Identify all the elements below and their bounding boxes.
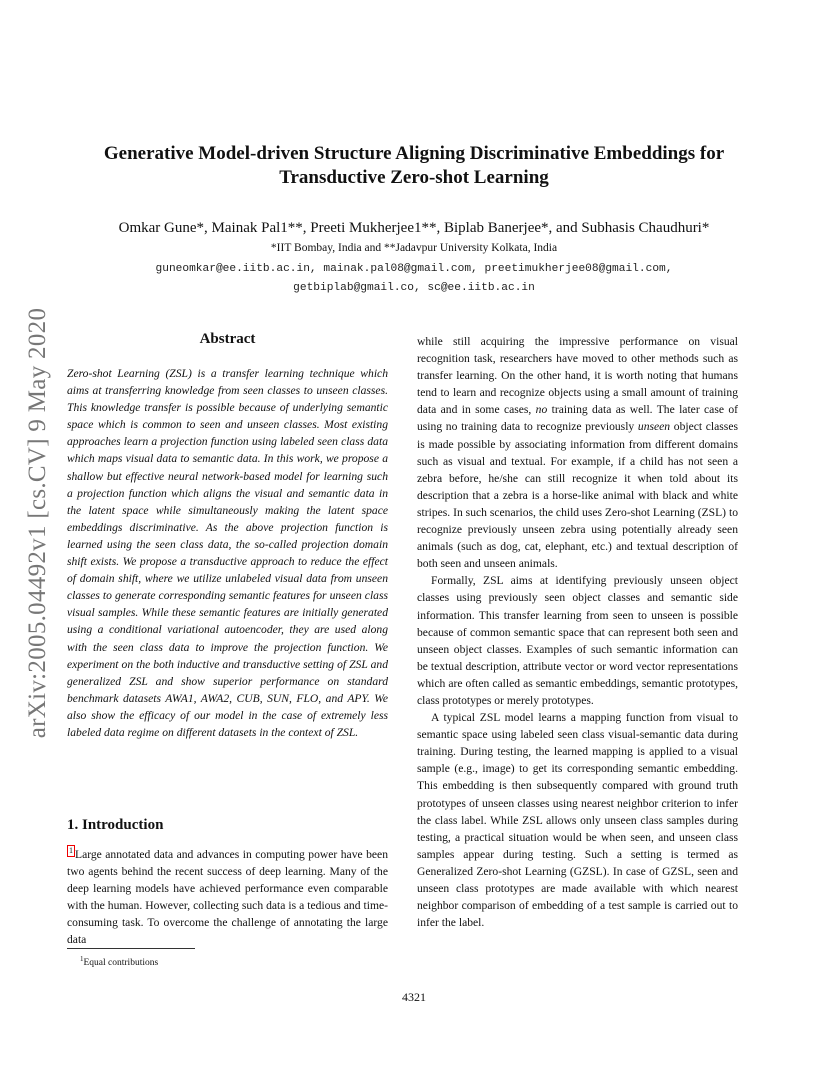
footnote-number: 1 (80, 955, 84, 963)
email-line-1: guneomkar@ee.iitb.ac.in, mainak.pal08@gmail.com, preetimukherjee08@gmail.com, (155, 263, 673, 275)
affiliations: *IIT Bombay, India and **Jadavpur University Kolkata, India (270, 242, 558, 254)
footnote-text: Equal contributions (83, 958, 159, 969)
emphasis-no: no (535, 403, 548, 417)
section-heading-introduction: 1. Introduction (67, 817, 164, 833)
author-emails (60, 260, 768, 298)
abstract-heading: Abstract (199, 331, 256, 347)
abstract-text: Zero-shot Learning (ZSL) is a transfer learning technique which aims at transferring knowledge from seen classes to unseen classes. This knowledge transfer is possible because of underlying semantic space which is common to seen and unseen classes. Most existing approaches learn a projection function using labeled seen class data which maps visual data to semantic data. In this work, we propose a shallow but effective neural network-based model for learning such a projection function which aligns the visual and semantic data in the latent space while simultaneously making the latent space embeddings discriminative. As the above projection function is learned using the seen class data, the so-called projection domain shift exists. We propose a transductive approach to reduce the effect of domain shift, where we utilize unlabeled visual data from unseen classes to generate corresponding semantic features for unseen class visual samples. While these semantic features are initially generated using a conditional variational autoencoder, they are used along with the seen class data to improve the projection function. We experiment on the both inductive and transductive setting of ZSL and generalized ZSL and show superior performance on standard benchmark datasets AWA1, AWA2, CUB, SUN, FLO, and APY. We also show the efficacy of our model in the case of extremely less labeled data regime on different datasets in the context of ZSL. (67, 367, 388, 739)
body-paragraph-2: Formally, ZSL aims at identifying previously unseen object classes using previously seen object classes and semantic side information. This transfer learning from seen to unseen is possible because of common semantic space that can represent both seen and unseen object classes. Examples of such semantic information can be textual description, attribute vector or word vector representations which are often called as semantic embeddings, semantic prototypes, class prototypes or merely prototypes. (417, 574, 738, 707)
paper-title: Generative Model-driven Structure Aligning Discriminative Embeddings for Transductive Zero-shot Learning (103, 143, 725, 188)
footnote-link[interactable]: 1 (69, 846, 73, 855)
body-paragraph-3: A typical ZSL model learns a mapping function from visual to semantic space using labeled seen class visual-semantic data during training. During testing, the learned mapping is applied to a visual sample (e.g., image) to get its corresponding semantic embedding. This embedding is then subsequently compared with ground truth prototypes of unseen classes using nearest neighbor criterion to infer the class label. While ZSL allows only unseen class samples during testing, a practical situation would be when seen, and unseen class samples appear during testing. Such a setting is termed as Generalized Zero-shot Learning (GZSL). In case of GZSL, seen and unseen class prototypes are made available with which nearest neighbor comparison of embedding of a test sample is carried out to infer the label. (417, 711, 738, 930)
introduction-text: Large annotated data and advances in computing power have been two agents behind the recent success of deep learning. Many of the deep learning models have achieved performance even comparable with the human. However, collecting such data is a tedious and time-consuming task. To overcome the challenge of annotating the large data (67, 847, 388, 947)
footnote-divider (67, 948, 195, 949)
email-line-2: getbiplab@gmail.co, sc@ee.iitb.ac.in (293, 282, 535, 294)
right-column (417, 333, 738, 931)
body-paragraph-1: while still acquiring the impressive performance on visual recognition task, researchers have moved to other methods such as transfer learning. On the other hand, it is worth noting that humans tend to learn and recognize objects using a small amount of training data and in some cases, no training data as well. The later case of using no training data to recognize previously unseen object classes is made possible by associating information from different domains such as visual and textual. For example, if a child has not seen a zebra before, he/she can still recognize it when told about its description that a zebra is a horse-like animal with black and white stripes. In such scenarios, the child uses Zero-shot Learning (ZSL) to recognize previously unseen zebra using potentially already seen animals (such as dog, cat, elephant, etc.) and textual description of both seen and unseen animals. (417, 335, 738, 571)
introduction-paragraph (67, 845, 388, 948)
page-number: 4321 (402, 990, 426, 1004)
arxiv-watermark (18, 285, 58, 761)
footnote (80, 953, 158, 969)
arxiv-id: arXiv:2005.04492v1 [cs.CV] 9 May 2020 (24, 307, 51, 739)
author-list: Omkar Gune*, Mainak Pal1**, Preeti Mukherjee1**, Biplab Banerjee*, and Subhasis Chaudhuri* (118, 220, 710, 236)
emphasis-unseen: unseen (637, 420, 671, 434)
